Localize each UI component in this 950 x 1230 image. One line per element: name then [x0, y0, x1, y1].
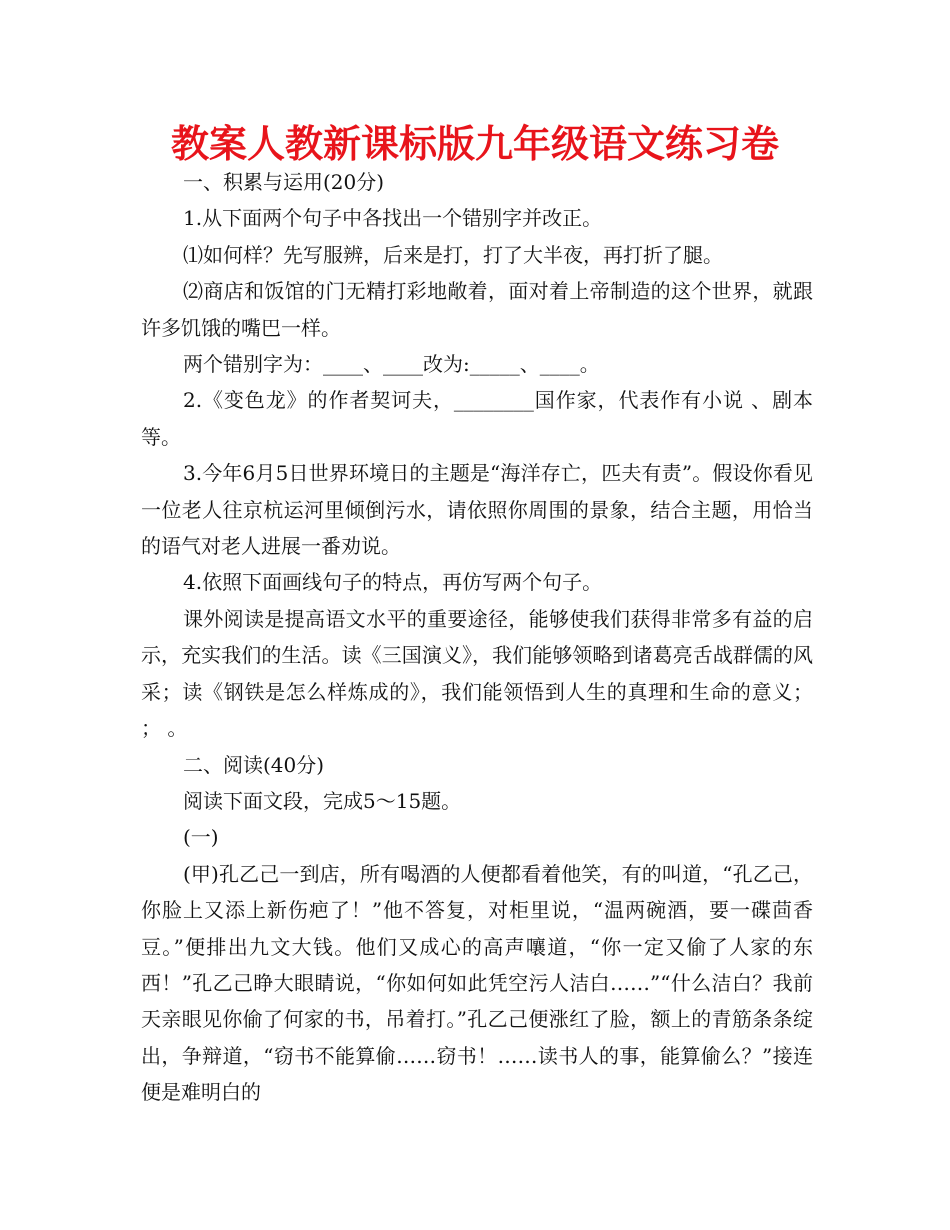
question-1: 1.从下面两个句子中各找出一个错别字并改正。 [183, 206, 603, 231]
question-2: 2.《变色龙》的作者契诃夫，________国作家，代表作有小说 、剧本 等。 [141, 388, 813, 449]
document-title: 教案人教新课标版九年级语文练习卷 [170, 122, 779, 166]
passage-number: (一) [183, 825, 219, 850]
reading-instruction: 阅读下面文段，完成5～15题。 [183, 788, 462, 813]
question-3: 3.今年6月5日世界环境日的主题是“海洋存亡，匹夫有责”。假设你看见一位老人往京杭运河里倾倒污水，请依照你周围的景象，结合主题，用恰当的语气对老人进展一番劝说。 [141, 461, 813, 559]
passage-text: (甲)孔乙己一到店，所有喝酒的人便都看着他笑，有的叫道，“孔乙己，你脸上又添上新伤疤了！”他不答复，对柜里说，“温两碗酒，要一碟茴香豆。”便排出九文大钱。他们又成心的高声嚷道，“你一定又偷了人家的东西！”孔乙己睁大眼睛说，“你如何如此凭空污人洁白……”“什么洁白？我前天亲眼见你偷了何家的书，吊着打。”孔乙己便涨红了脸，额上的青筋条条绽出，争辩道，“窃书不能算偷……窃书！……读书人的事，能算偷么？”接连便是难明白的 [141, 861, 813, 1105]
question-1-sentence-1: ⑴如何样？先写服辨，后来是打，打了大半夜，再打折了腿。 [183, 242, 723, 267]
question-4-passage: 课外阅读是提高语文水平的重要途径，能够使我们获得非常多有益的启示，充实我们的生活。读《三国演义》，我们能够领略到诸葛亮舌战群儒的风采；读《钢铁是怎么样炼成的》，我们能领悟到人生的真理和生命的意义； ； 。 [141, 606, 813, 741]
document-body [141, 164, 813, 1111]
section-heading-accumulation: 一、积累与运用(20分) [183, 170, 385, 194]
question-1-sentence-2: ⑵商店和饭馆的门无精打彩地敞着，面对着上帝制造的这个世界，就跟许多饥饿的嘴巴一样。 [141, 279, 813, 340]
section-heading-reading: 二、阅读(40分) [183, 752, 325, 777]
question-1-answer-line: 两个错别字为：____、____改为:_____、____。 [183, 352, 600, 377]
question-4: 4.依照下面画线句子的特点，再仿写两个句子。 [183, 570, 603, 595]
